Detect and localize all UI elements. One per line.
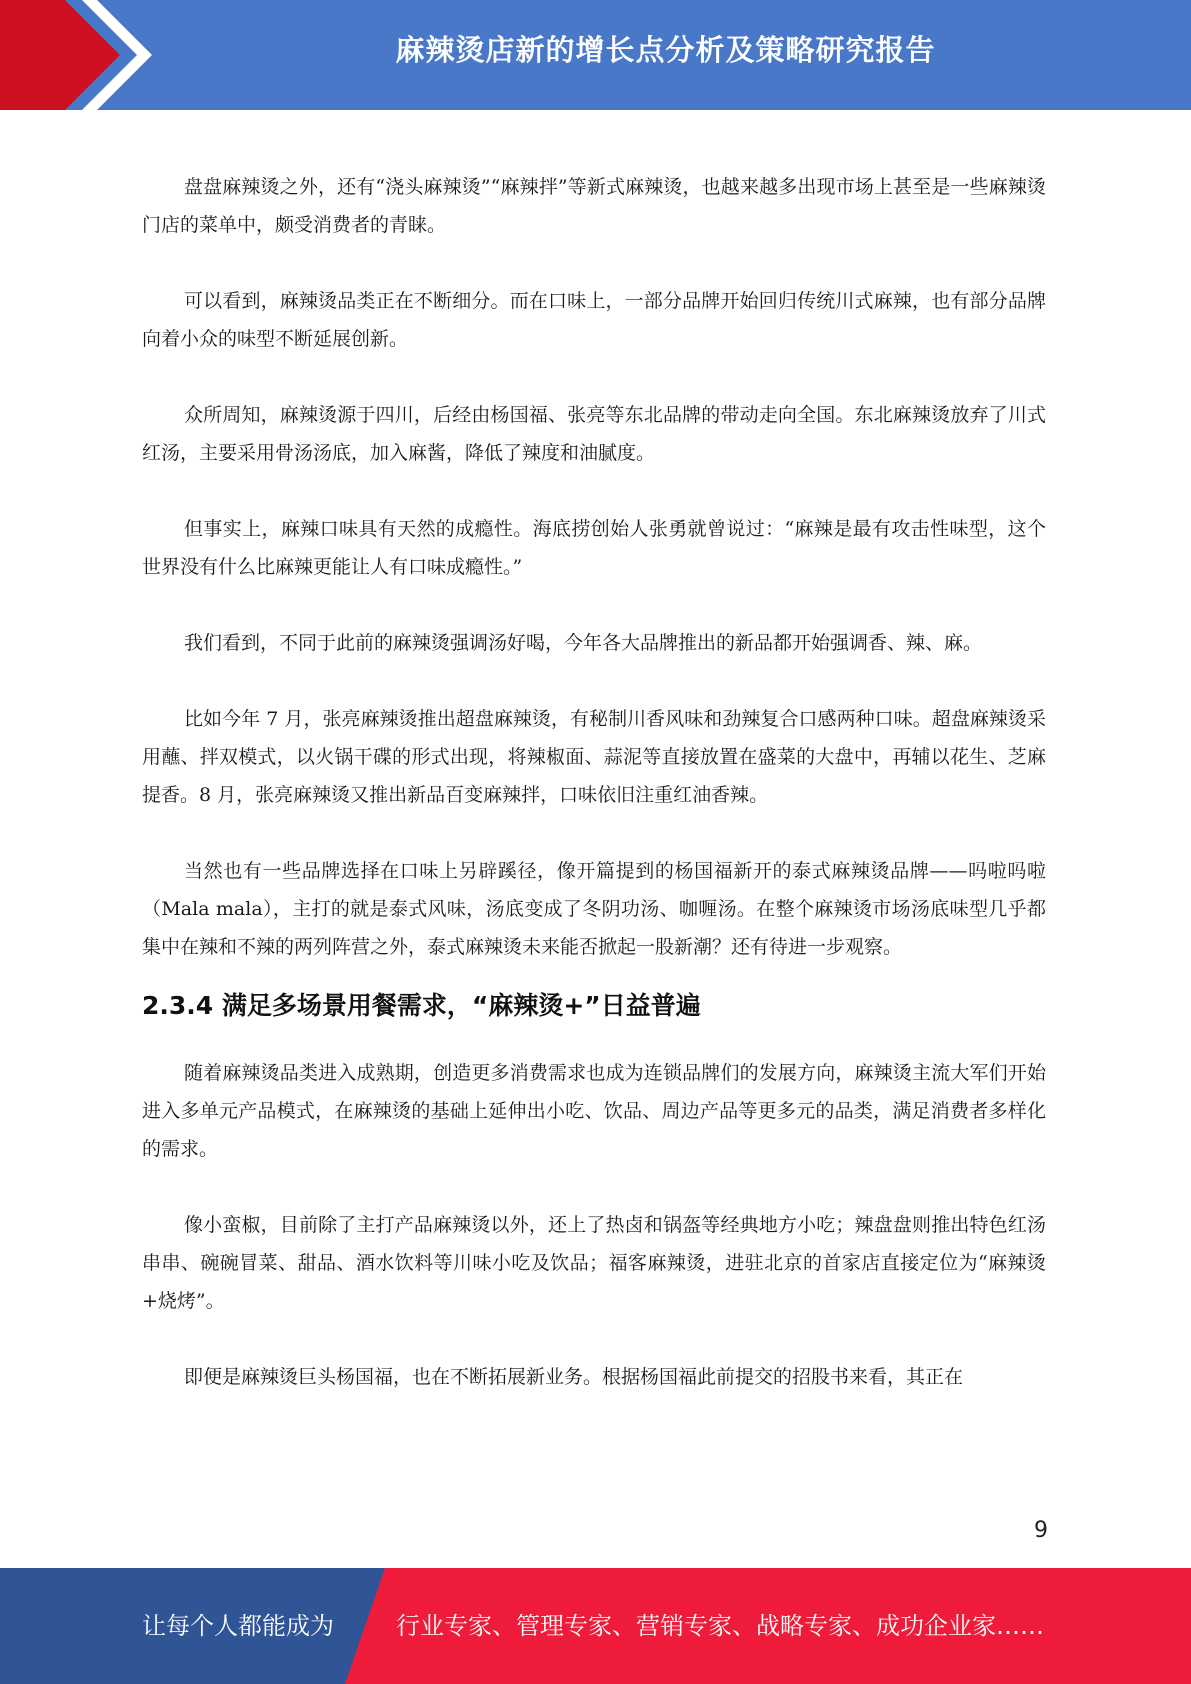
paragraph: 即便是麻辣烫巨头杨国福，也在不断拓展新业务。根据杨国福此前提交的招股书来看，其正在 bbox=[184, 1366, 964, 1388]
paragraph: 像小蛮椒，目前除了主打产品麻辣烫以外，还上了热卤和锅盔等经典地方小吃；辣盘盘则推出特色红汤串串、碗碗冒菜、甜品、酒水饮料等川味小吃及饮品；福客麻辣烫，进驻北京的首家店直接定位为“麻辣烫+烧烤”。 bbox=[142, 1214, 1046, 1312]
paragraph: 盘盘麻辣烫之外，还有“浇头麻辣烫”“麻辣拌”等新式麻辣烫，也越来越多出现市场上甚至是一些麻辣烫门店的菜单中，颇受消费者的青睐。 bbox=[142, 176, 1046, 236]
section-heading: 2.3.4 满足多场景用餐需求，“麻辣烫+”日益普遍 bbox=[142, 991, 701, 1020]
paragraph: 但事实上，麻辣口味具有天然的成瘾性。海底捞创始人张勇就曾说过：“麻辣是最有攻击性味型，这个世界没有什么比麻辣更能让人有口味成瘾性。” bbox=[142, 518, 1046, 578]
page-body bbox=[142, 168, 1046, 1434]
paragraph: 比如今年 7 月，张亮麻辣烫推出超盘麻辣烫，有秘制川香风味和劲辣复合口感两种口味。超盘麻辣烫采用蘸、拌双模式，以火锅干碟的形式出现，将辣椒面、蒜泥等直接放置在盛菜的大盘中，再辅以花生、芝麻提香。8 月，张亮麻辣烫又推出新品百变麻辣拌，口味依旧注重红油香辣。 bbox=[142, 708, 1046, 806]
paragraph: 当然也有一些品牌选择在口味上另辟蹊径，像开篇提到的杨国福新开的泰式麻辣烫品牌——吗啦吗啦（Mala mala），主打的就是泰式风味，汤底变成了冬阴功汤、咖喱汤。在整个麻辣烫市场汤底味型几乎都集中在辣和不辣的两列阵营之外，泰式麻辣烫未来能否掀起一股新潮？还有待进一步观察。 bbox=[142, 860, 1046, 958]
paragraph: 随着麻辣烫品类进入成熟期，创造更多消费需求也成为连锁品牌们的发展方向，麻辣烫主流大军们开始进入多单元产品模式，在麻辣烫的基础上延伸出小吃、饮品、周边产品等更多元的品类，满足消费者多样化的需求。 bbox=[142, 1062, 1046, 1160]
footer-banner bbox=[0, 1568, 1191, 1684]
page-number: 9 bbox=[1034, 1518, 1048, 1543]
footer-slogan-right: 行业专家、管理专家、营销专家、战略专家、成功企业家…… bbox=[396, 1612, 1044, 1640]
report-title: 麻辣烫店新的增长点分析及策略研究报告 bbox=[395, 33, 936, 67]
paragraph: 众所周知，麻辣烫源于四川，后经由杨国福、张亮等东北品牌的带动走向全国。东北麻辣烫放弃了川式红汤，主要采用骨汤汤底，加入麻酱，降低了辣度和油腻度。 bbox=[142, 404, 1046, 464]
chevron-arrow-decoration bbox=[0, 0, 160, 110]
paragraph: 我们看到，不同于此前的麻辣烫强调汤好喝，今年各大品牌推出的新品都开始强调香、辣、麻。 bbox=[184, 632, 983, 654]
header-banner bbox=[0, 0, 1191, 110]
footer-slogan-left: 让每个人都能成为 bbox=[142, 1612, 334, 1640]
paragraph: 可以看到，麻辣烫品类正在不断细分。而在口味上，一部分品牌开始回归传统川式麻辣，也有部分品牌向着小众的味型不断延展创新。 bbox=[142, 290, 1046, 350]
